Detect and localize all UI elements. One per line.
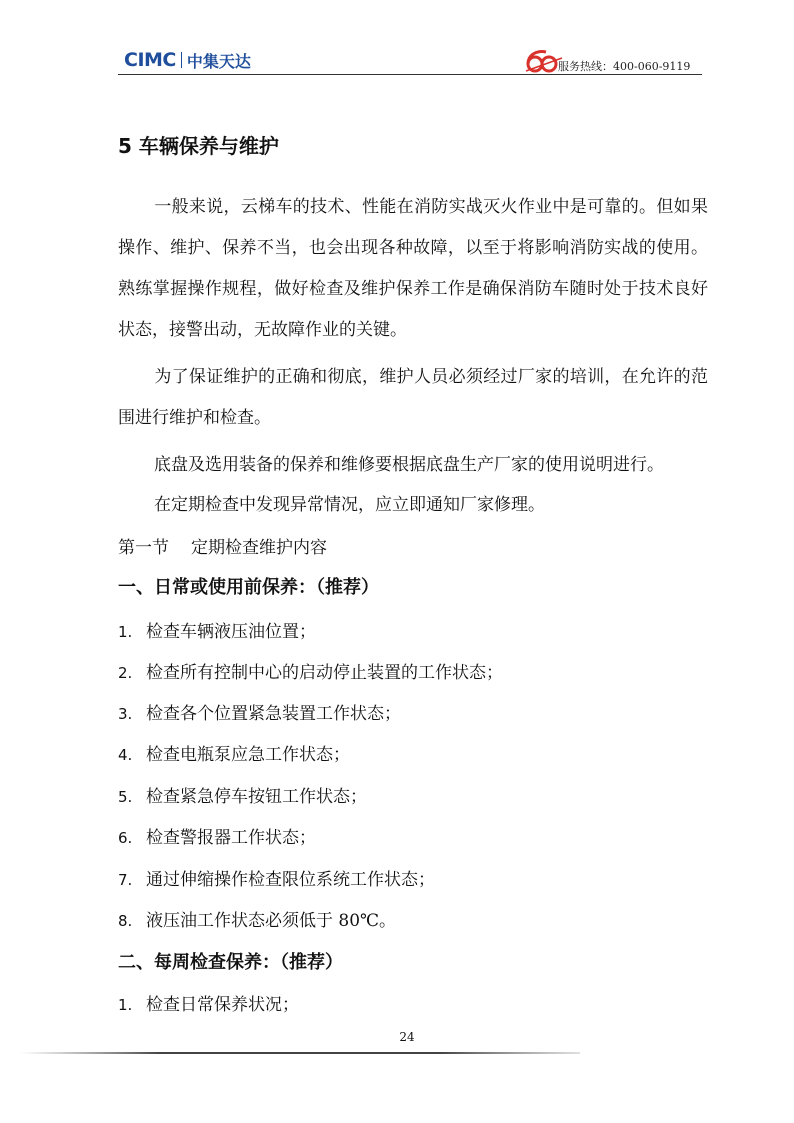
daily-heading: 一、日常或使用前保养：（推荐） (118, 577, 379, 598)
subsection-title: 定期检查维护内容 (191, 538, 327, 558)
list-item: 8. 液压油工作状态必须低于 80℃。 (118, 911, 397, 931)
list-item: 5. 检查紧急停车按钮工作状态； (118, 787, 367, 807)
list-item: 4. 检查电瓶泵应急工作状态； (118, 745, 350, 765)
paragraph-text: 在定期检查中发现异常情况，应立即通知厂家修理。 (154, 495, 545, 515)
logo-english: CIMC (124, 49, 176, 71)
subsection-label: 第一节 (118, 538, 169, 558)
hotline-text: 服务热线：400-060-9119 (558, 60, 691, 73)
list-item: 3. 检查各个位置紧急装置工作状态； (118, 704, 401, 724)
service-hotline (524, 46, 694, 74)
list-item: 2. 检查所有控制中心的启动停止装置的工作状态； (118, 663, 503, 683)
list-item: 6. 检查警报器工作状态； (118, 828, 316, 848)
list-item: 1. 检查日常保养状况； (118, 995, 299, 1015)
paragraph-text: 一般来说，云梯车的技术、性能在消防实战灭火作业中是可靠的。但如果操作、维护、保养不当，也会出现各种故障，以至于将影响消防实战的使用。熟练掌握操作规程，做好检查及维护保养工作是确保消防车随时处于技术良好状态，接警出动，无故障作业的关键。 (118, 197, 708, 340)
header-divider (118, 74, 702, 75)
cimc-logo (124, 50, 251, 70)
paragraph-abnormal (118, 490, 545, 515)
logo-separator (181, 52, 182, 68)
section-title: 5 车辆保养与维护 (118, 134, 279, 158)
list-item: 1. 检查车辆液压油位置； (118, 622, 316, 642)
list-item: 7. 通过伸缩操作检查限位系统工作状态； (118, 870, 435, 890)
paragraph-chassis (118, 450, 664, 475)
logo-chinese: 中集天达 (186, 51, 251, 71)
footer-divider (20, 1052, 580, 1055)
paragraph-text: 底盘及选用装备的保养和维修要根据底盘生产厂家的使用说明进行。 (154, 455, 664, 475)
paragraph-text: 为了保证维护的正确和彻底，维护人员必须经过厂家的培训，在允许的范围进行维护和检查。 (118, 367, 708, 428)
page-number: 24 (399, 1030, 415, 1044)
paragraph-intro (118, 187, 708, 351)
page-header (0, 0, 794, 80)
weekly-heading: 二、每周检查保养：（推荐） (118, 952, 343, 973)
subsection-heading (118, 533, 327, 558)
paragraph-training (118, 357, 708, 439)
